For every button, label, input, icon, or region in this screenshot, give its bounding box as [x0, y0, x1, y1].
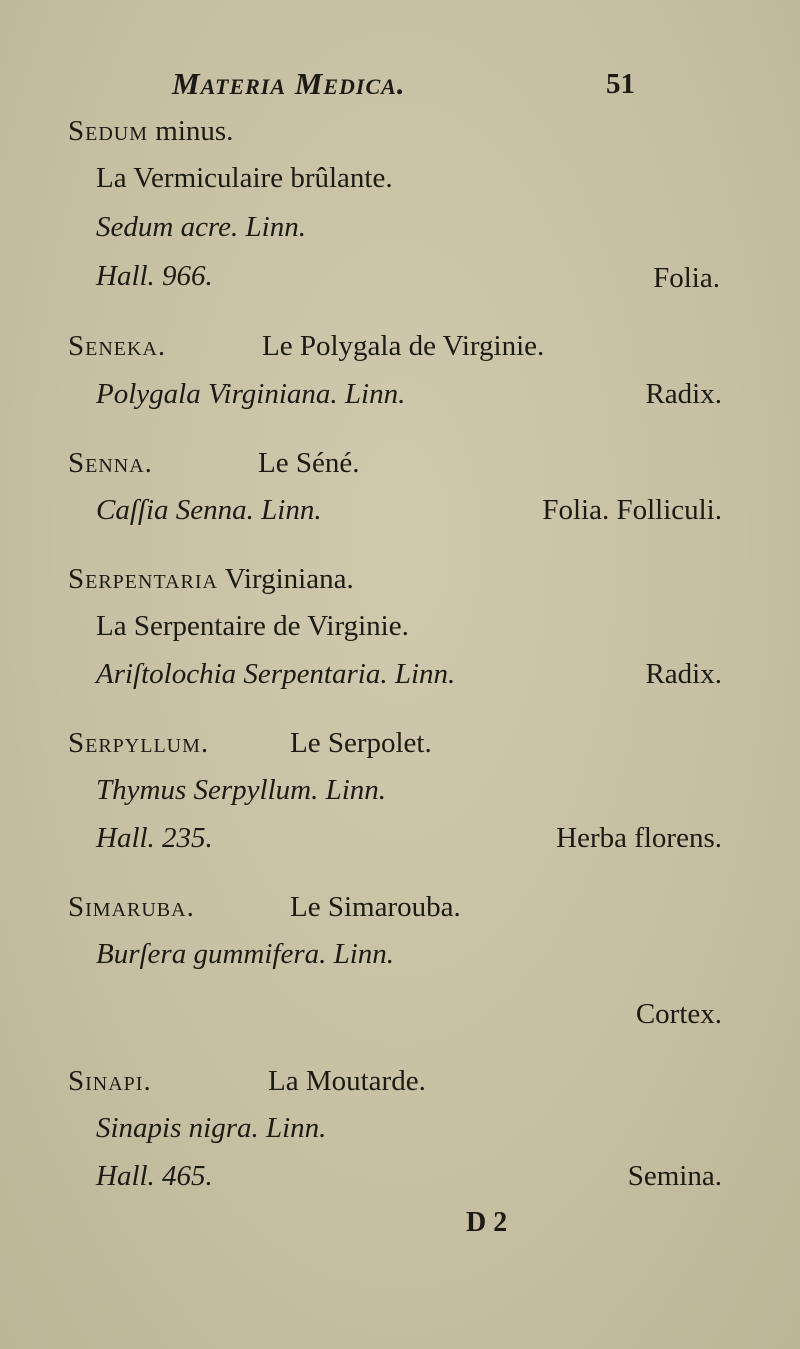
entry-part-used: Radix.: [645, 378, 722, 410]
signature-mark: D 2: [466, 1207, 508, 1238]
entry-french-name: Le Séné.: [258, 447, 360, 479]
entry-heading: Senna.: [68, 447, 153, 479]
entry-french-name: Le Polygala de Virginie.: [262, 330, 545, 362]
entry-part-used: Radix.: [645, 658, 722, 690]
entry-heading-line: [68, 117, 233, 146]
entry-heading: Simaruba.: [68, 891, 195, 923]
entry-latin-name: Ariſtolochia Serpentaria. Linn.: [96, 658, 456, 690]
page-number: 51: [606, 68, 635, 100]
entry-latin-name: Sinapis nigra. Linn.: [96, 1112, 327, 1144]
running-title: Materia Medica.: [172, 66, 406, 101]
entry-reference: Hall. 966.: [96, 260, 213, 292]
entry-french-name: La Serpentaire de Virginie.: [96, 610, 409, 642]
entry-french-name: Le Serpolet.: [290, 727, 432, 759]
entry-reference: Hall. 235.: [96, 822, 213, 854]
entry-part-used: Folia.: [653, 262, 720, 294]
entry-latin-name: Sedum acre. Linn.: [96, 211, 306, 243]
entry-french-name: La Vermiculaire brûlante.: [96, 162, 393, 194]
entry-heading: Seneka.: [68, 330, 167, 362]
entry-part-used: Cortex.: [635, 998, 722, 1030]
entry-part-used: Herba florens.: [556, 822, 722, 854]
entry-heading-line: [68, 565, 354, 594]
entry-heading: Sinapi.: [68, 1065, 152, 1097]
entry-latin-name: Burſera gummifera. Linn.: [96, 938, 395, 970]
entry-part-used: Semina.: [627, 1160, 722, 1192]
entry-heading: Serpyllum.: [68, 727, 210, 759]
entry-heading: Sedum: [68, 115, 149, 147]
entry-heading-tail: Virginiana.: [217, 563, 354, 595]
entry-heading-tail: minus.: [148, 115, 234, 147]
entry-french-name: Le Simarouba.: [290, 891, 461, 923]
entry-french-name: La Moutarde.: [268, 1065, 426, 1097]
entry-reference: Hall. 465.: [96, 1160, 213, 1192]
entry-latin-name: Polygala Virginiana. Linn.: [96, 378, 406, 410]
entry-part-used: Folia. Folliculi.: [542, 494, 722, 526]
entry-latin-name: Thymus Serpyllum. Linn.: [96, 774, 386, 806]
entry-latin-name: Caſſia Senna. Linn.: [96, 494, 322, 526]
entry-heading: Serpentaria: [68, 563, 218, 595]
